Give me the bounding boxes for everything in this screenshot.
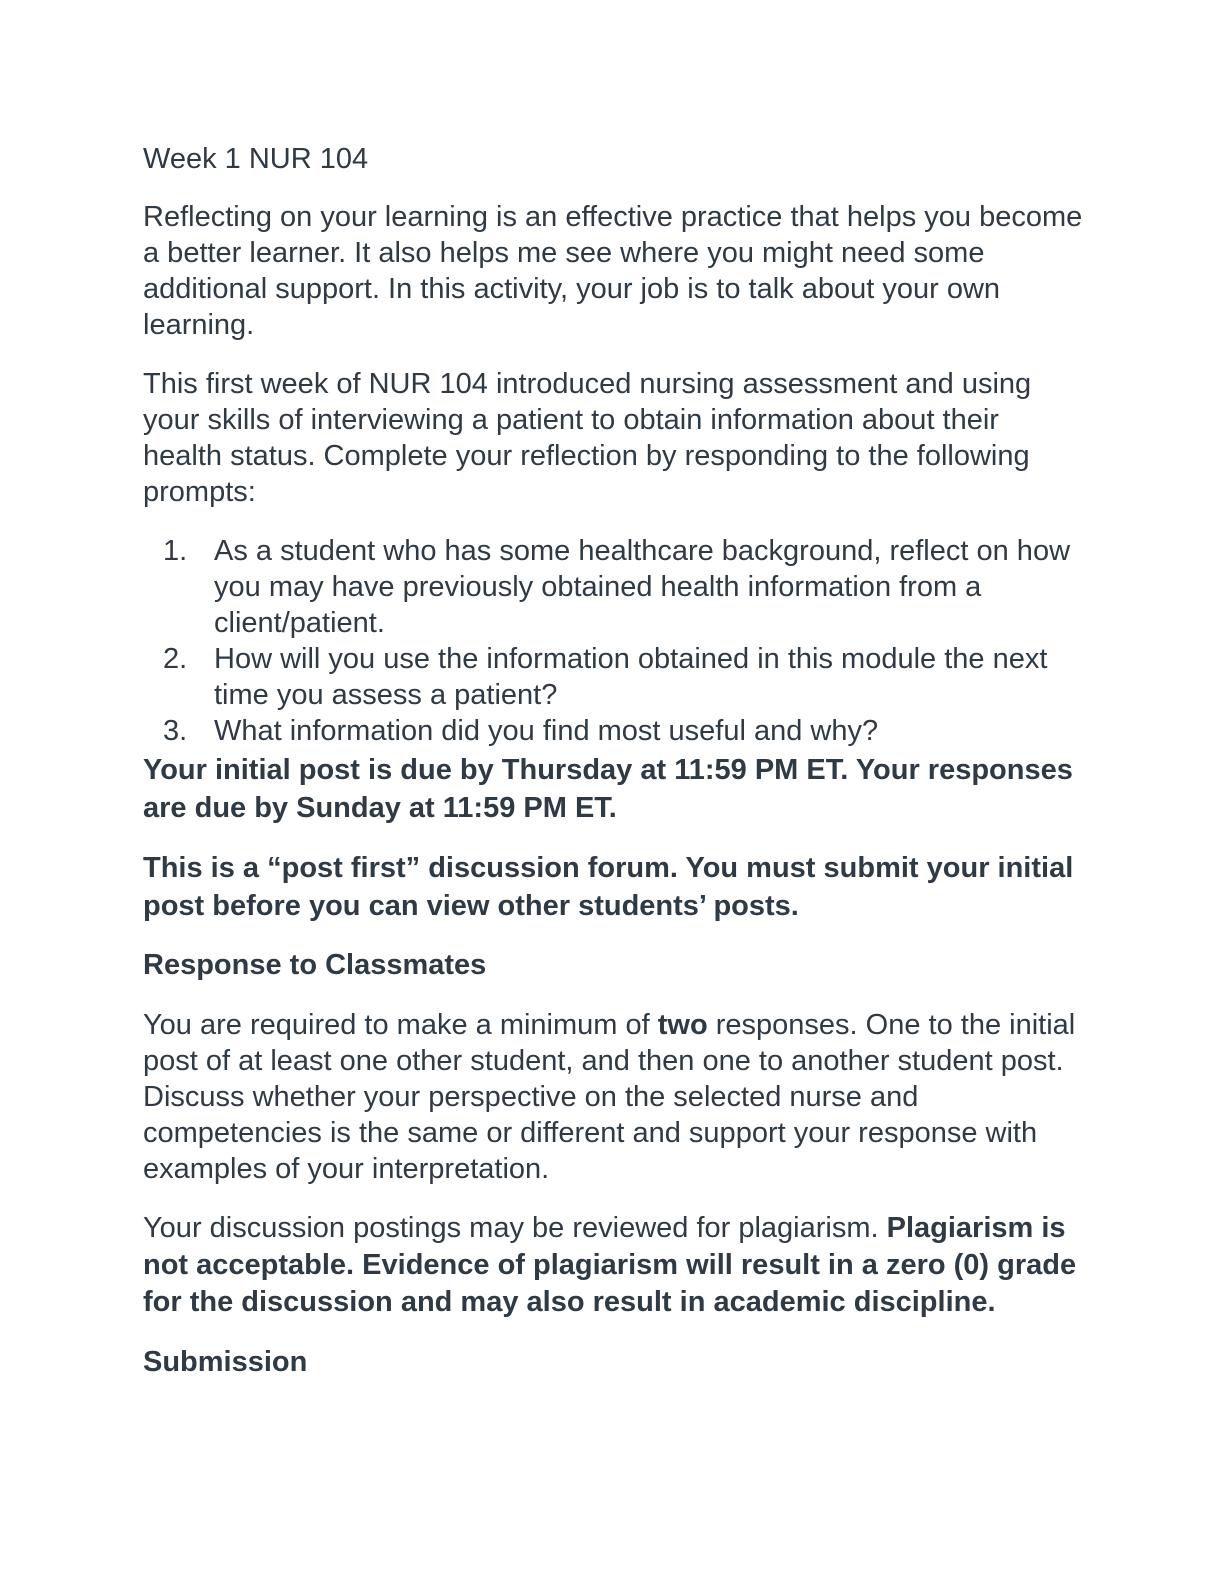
prompt-number: 3. [163,715,188,747]
prompt-number: 2. [163,643,188,675]
document-page [143,141,1083,1404]
due-dates-notice: Your initial post is due by Thursday at 11:59 PM ET. Your responses are due by Sunday at 11:59 PM ET. [143,754,1073,824]
plagiarism-paragraph [143,1210,1083,1321]
prompts-list [143,533,1083,749]
prompt-text: As a student who has some healthcare background, reflect on how you may have previously obtained health information from a client/patient. [214,535,1071,639]
document-title: Week 1 NUR 104 [143,143,369,175]
context-paragraph: This first week of NUR 104 introduced nursing assessment and using your skills of interviewing a patient to obtain information about their health status. Complete your reflection by responding to the following prompts: [143,368,1032,508]
intro-paragraph: Reflecting on your learning is an effective practice that helps you become a better learner. It also helps me see where you might need some additional support. In this activity, your job is to talk about your own learning. [143,201,1083,341]
response-text-bold: two [657,1009,708,1041]
response-paragraph [143,1007,1083,1187]
plagiarism-text-plain: Your discussion postings may be reviewed for plagiarism. [143,1212,887,1244]
plagiarism-text-bold: Plagiarism is not acceptable. Evidence of plagiarism will result in a zero (0) grade for the discussion and may also result in academic discipline. [143,1212,1077,1318]
response-text-after: responses. One to the initial post of at least one other student, and then one to another student post. Discuss whether your perspective on the selected nurse and competencies is the same or different and support your response with examples of your interpretation. [143,1009,1076,1185]
response-heading: Response to Classmates [143,949,487,981]
prompt-item [143,641,1083,713]
response-text-before: You are required to make a minimum of [143,1009,658,1041]
submission-heading: Submission [143,1346,308,1378]
prompt-item [143,533,1083,641]
prompt-text: What information did you find most useful and why? [214,715,879,747]
prompt-text: How will you use the information obtained in this module the next time you assess a patient? [214,643,1048,711]
post-first-notice: This is a “post first” discussion forum. You must submit your initial post before you can view other students’ posts. [143,852,1074,922]
prompt-number: 1. [163,535,188,567]
prompt-item [143,713,1083,749]
